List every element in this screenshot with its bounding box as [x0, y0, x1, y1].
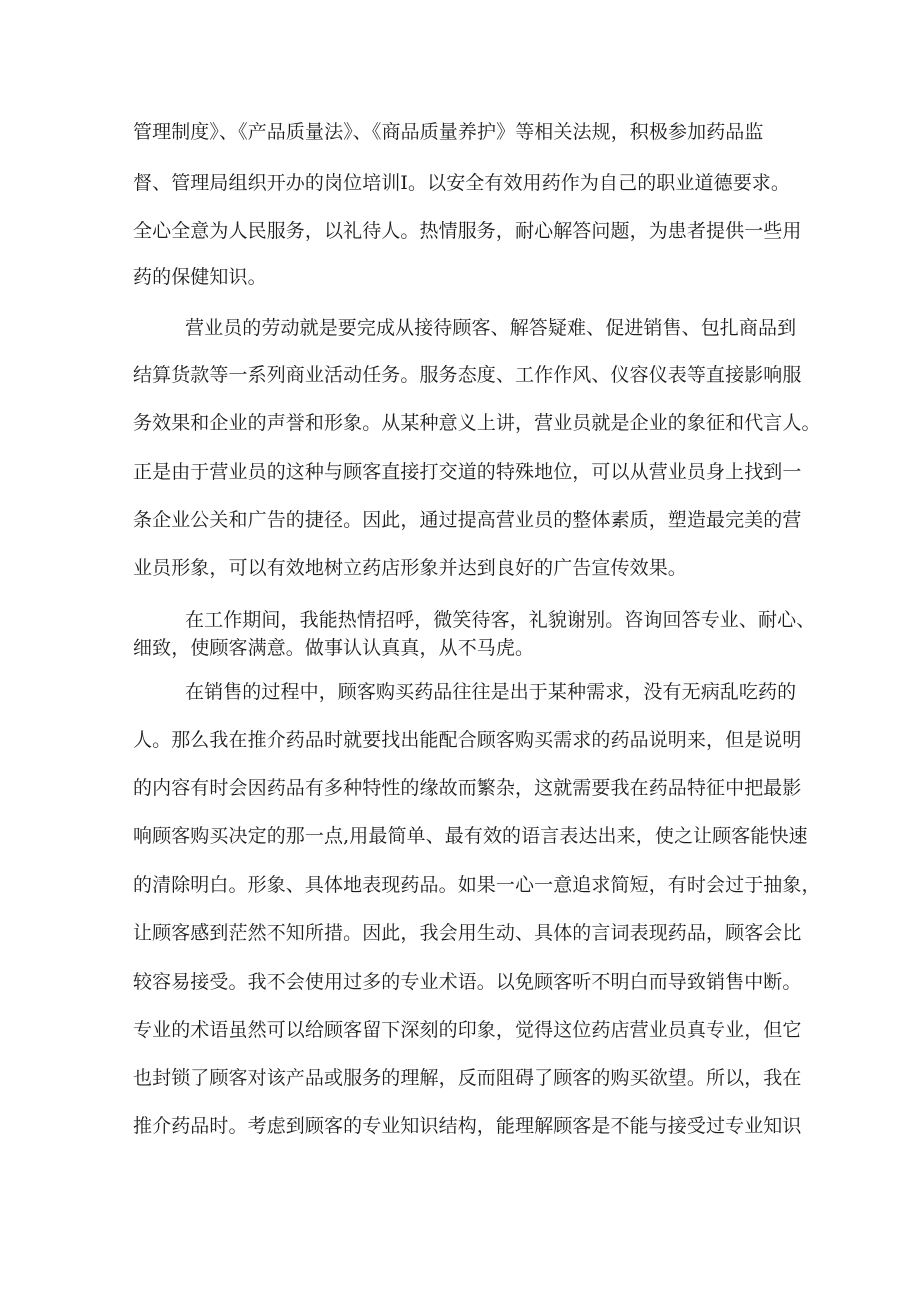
text-line-13: 在销售的过程中，顾客购买药品往往是出于某种需求，没有无病乱吃药的: [185, 681, 797, 703]
text-line-8: 正是由于营业员的这种与顾客直接打交道的特殊地位，可以从营业员身上找到一: [133, 461, 802, 483]
text-line-6: 结算货款等一系列商业活动任务。服务态度、工作作风、仪容仪表等直接影响服: [133, 364, 802, 386]
text-line-4: 药的保健知识。: [133, 266, 267, 288]
text-line-7: 务效果和企业的声誉和形象。从某种意义上讲，营业员就是企业的象征和代言人。: [133, 412, 821, 434]
text-line-3: 全心全意为人民服务，以礼待人。热情服务，耐心解答问题，为患者提供一些用: [133, 220, 802, 242]
text-line-10: 业员形象，可以有效地树立药店形象并达到良好的广告宣传效果。: [133, 557, 687, 579]
text-line-2: 督、管理局组织开办的岗位培训Ⅰ。以安全有效用药作为自己的职业道德要求。: [133, 172, 791, 194]
text-line-11: 在工作期间，我能热情招呼，微笑待客，礼貌谢别。咨询回答专业、耐心、: [185, 609, 816, 631]
text-line-20: 专业的术语虽然可以给顾客留下深刻的印象，觉得这位药店营业员真专业，但它: [133, 1019, 802, 1041]
text-line-9: 条企业公关和广告的捷径。因此，通过提高营业员的整体素质，塑造最完美的营: [133, 509, 802, 531]
text-line-15: 的内容有时会因药品有多种特性的缘故而繁杂，这就需要我在药品特征中把最影: [133, 777, 802, 799]
text-line-12: 细致，使顾客满意。做事认认真真，从不马虎。: [133, 637, 535, 659]
text-line-19: 较容易接受。我不会使用过多的专业术语。以免顾客听不明白而导致销售中断。: [133, 971, 802, 993]
text-line-22: 推介药品时。考虑到顾客的专业知识结构，能理解顾客是不能与接受过专业知识: [133, 1115, 802, 1137]
text-line-16: 响顾客购买决定的那一点,用最简单、最有效的语言表达出来，使之让顾客能快速: [133, 825, 808, 847]
text-line-21: 也封锁了顾客对该产品或服务的理解，反而阻碍了顾客的购买欲望。所以，我在: [133, 1067, 802, 1089]
text-line-18: 让顾客感到茫然不知所措。因此，我会用生动、具体的言词表现药品，顾客会比: [133, 922, 802, 944]
text-line-1: 管理制度》、《产品质量法》、《商品质量养护》等相关法规，积极参加药品监: [133, 121, 764, 143]
text-line-14: 人。那么我在推介药品时就要找出能配合顾客购买需求的药品说明来，但是说明: [133, 729, 802, 751]
text-line-5: 营业员的劳动就是要完成从接待顾客、解答疑难、促进销售、包扎商品到: [185, 317, 797, 339]
text-line-17: 的清除明白。形象、具体地表现药品。如果一心一意追求简短，有时会过于抽象，: [133, 874, 821, 896]
